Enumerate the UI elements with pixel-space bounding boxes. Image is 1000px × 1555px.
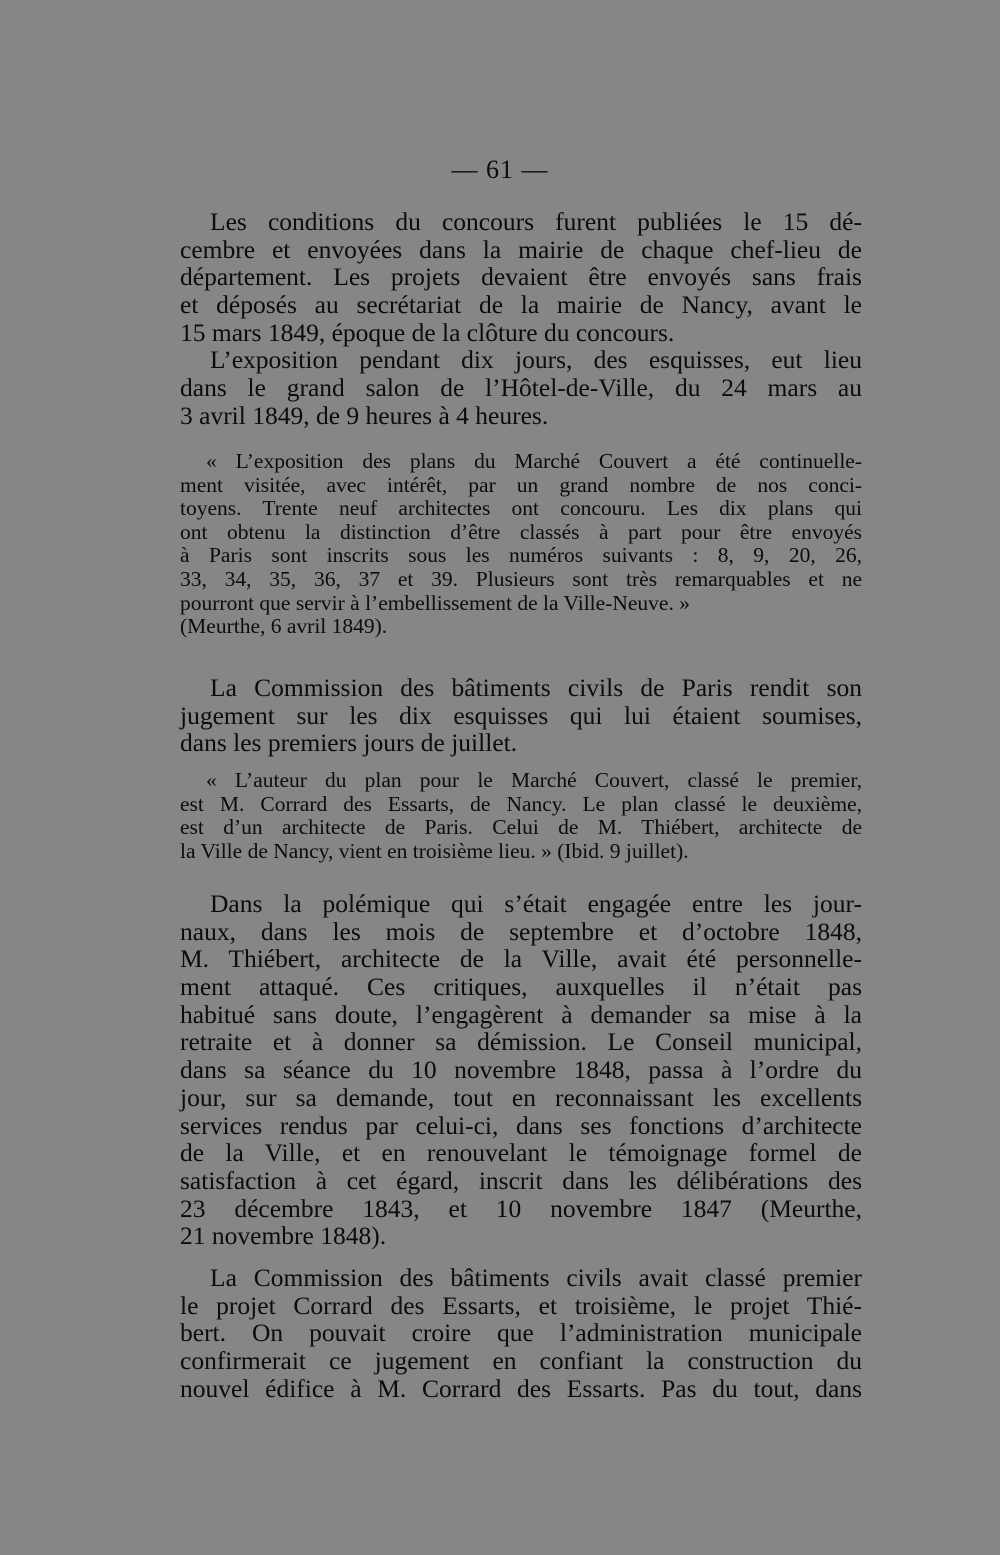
quote-line: ment visitée, avec intérêt, par un grand nombre de nos conci-	[180, 472, 862, 497]
paragraph-classement-projets	[180, 1264, 862, 1402]
quote-line: 33, 34, 35, 36, 37 et 39. Plusieurs sont très remarquables et ne	[180, 566, 862, 591]
text-line: département. Les projets devaient être envoyés sans frais	[180, 262, 862, 292]
quote-line: la Ville de Nancy, vient en troisième lieu. » (Ibid. 9 juillet).	[180, 838, 689, 863]
text-line: bert. On pouvait croire que l’administration municipale	[180, 1318, 862, 1348]
text-line: 15 mars 1849, époque de la clôture du concours.	[180, 317, 675, 347]
paragraph-polemique	[180, 890, 862, 1250]
text-line: Dans la polémique qui s’était engagée entre les jour-	[210, 889, 862, 918]
quote-line: est M. Corrard des Essarts, de Nancy. Le plan classé le deuxième,	[180, 791, 862, 816]
quote-classement	[180, 769, 862, 863]
text-line: dans le grand salon de l’Hôtel-de-Ville, du 24 mars au	[180, 373, 862, 403]
text-line: le projet Corrard des Essarts, et troisième, le projet Thié-	[180, 1290, 862, 1320]
text-line: cembre et envoyées dans la mairie de chaque chef-lieu de	[180, 234, 862, 264]
text-line: retraite et à donner sa démission. Le Conseil municipal,	[180, 1027, 862, 1057]
text-line: L’exposition pendant dix jours, des esquisses, eut lieu	[210, 345, 862, 375]
text-line: 23 décembre 1843, et 10 novembre 1847 (Meurthe,	[180, 1193, 862, 1223]
text-line: jour, sur sa demande, tout en reconnaissant les excellents	[180, 1082, 862, 1112]
text-line: et déposés au secrétariat de la mairie de Nancy, avant le	[180, 290, 862, 320]
quote-line: ont obtenu la distinction d’être classés à part pour être envoyés	[180, 519, 862, 544]
text-line: dans sa séance du 10 novembre 1848, passa à l’ordre du	[180, 1055, 862, 1085]
text-line: ment attaqué. Ces critiques, auxquelles il n’était pas	[180, 972, 862, 1002]
quote-exposition	[180, 450, 862, 639]
quote-line: (Meurthe, 6 avril 1849).	[180, 614, 388, 639]
text-line: 3 avril 1849, de 9 heures à 4 heures.	[180, 400, 549, 430]
text-line: Les conditions du concours furent publiées le 15 dé-	[210, 207, 862, 236]
paragraph-commission-judgement	[180, 674, 862, 757]
page-number: — 61 —	[451, 155, 549, 184]
text-line: satisfaction à cet égard, inscrit dans les délibérations des	[180, 1165, 862, 1195]
quote-line: pourront que servir à l’embellissement de la Ville-Neuve. »	[180, 590, 690, 615]
text-line: La Commission des bâtiments civils de Paris rendit son	[210, 673, 862, 702]
paragraph-conditions	[180, 208, 862, 430]
quote-line: toyens. Trente neuf architectes ont concouru. Les dix plans qui	[180, 496, 862, 521]
text-line: La Commission des bâtiments civils avait classé premier	[210, 1263, 862, 1292]
text-line: 21 novembre 1848).	[180, 1221, 387, 1251]
text-line: de la Ville, et en renouvelant le témoignage formel de	[180, 1138, 862, 1168]
text-line: habitué sans doute, l’engagèrent à demander sa mise à la	[180, 999, 862, 1029]
quote-line: « L’exposition des plans du Marché Couvert a été continuelle-	[206, 449, 862, 473]
text-line: dans les premiers jours de juillet.	[180, 728, 518, 758]
text-line: jugement sur les dix esquisses qui lui étaient soumises,	[180, 700, 862, 730]
text-line: naux, dans les mois de septembre et d’octobre 1848,	[180, 916, 862, 946]
quote-line: à Paris sont inscrits sous les numéros suivants : 8, 9, 20, 26,	[180, 543, 862, 568]
text-line: services rendus par celui-ci, dans ses fonctions d’architecte	[180, 1110, 862, 1140]
text-line: confirmerait ce jugement en confiant la construction du	[180, 1346, 862, 1376]
text-line: M. Thiébert, architecte de la Ville, avait été personnelle-	[180, 944, 862, 974]
quote-line: est d’un architecte de Paris. Celui de M. Thiébert, architecte de	[180, 815, 862, 840]
quote-line: « L’auteur du plan pour le Marché Couvert, classé le premier,	[206, 768, 862, 792]
text-line: nouvel édifice à M. Corrard des Essarts. Pas du tout, dans	[180, 1373, 862, 1403]
